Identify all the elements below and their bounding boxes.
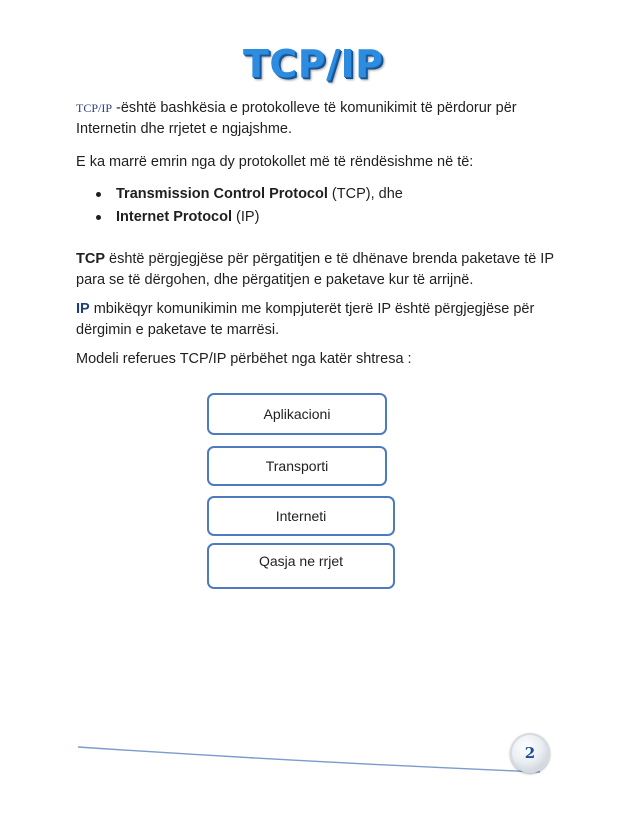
named-line: E ka marrë emrin nga dy protokollet më të rëndësishme në të: xyxy=(76,154,474,170)
page-number: 2 xyxy=(524,744,536,762)
page-title: TCP/IP xyxy=(243,42,384,86)
page-number-badge xyxy=(510,733,550,773)
ip-text: mbikëqyr komunikimin me kompjuterët tjerë IP është përgjegjëse për dërgimin e paketave te marrësi. xyxy=(76,301,535,338)
layer-label: Interneti xyxy=(275,508,327,524)
layer-label: Transporti xyxy=(265,458,329,474)
bullet-bold: Transmission Control Protocol xyxy=(116,186,328,202)
intro-text: -është bashkësia e protokolleve të komunikimit të përdorur për Internetin dhe rrjetet e ngjajshme. xyxy=(76,100,517,137)
tcp-text: është përgjegjëse për përgatitjen e të dhënave brenda paketave të IP para se të dërgohen, dhe përgatitjen e paketave kur të arrijnë. xyxy=(76,251,554,288)
layer-label: Qasja ne rrjet xyxy=(258,553,344,569)
ip-term: IP xyxy=(76,301,90,317)
bullet-rest: (TCP), dhe xyxy=(327,186,403,202)
intro-abbr: TCP/IP xyxy=(76,101,113,115)
bullet-rest: (IP) xyxy=(232,209,260,225)
tcp-term: TCP xyxy=(76,251,105,267)
model-line: Modeli referues TCP/IP përbëhet nga katër shtresa : xyxy=(76,351,412,367)
layer-label: Aplikacioni xyxy=(263,406,331,422)
bullet-bold: Internet Protocol xyxy=(116,209,233,225)
